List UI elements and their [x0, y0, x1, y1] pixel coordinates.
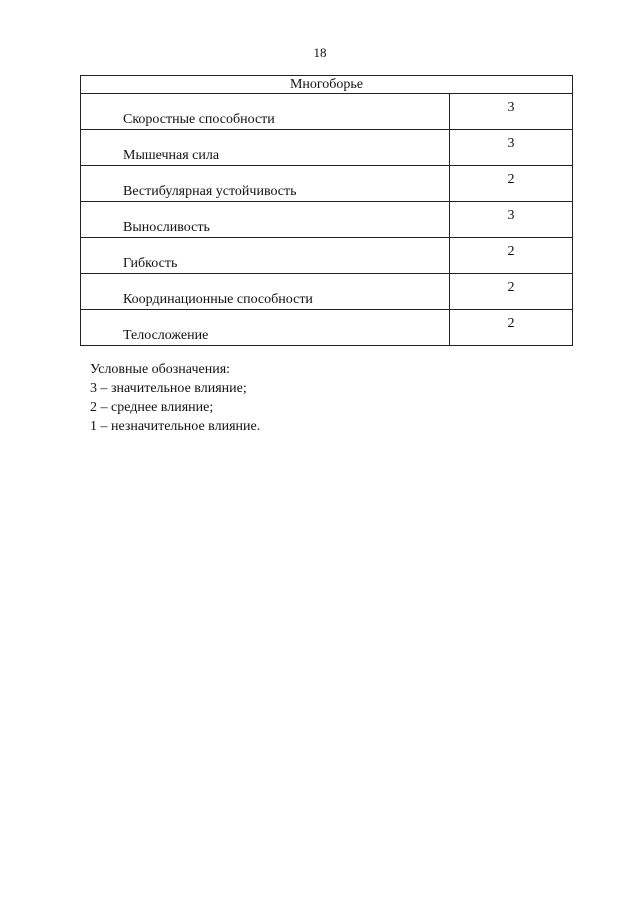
legend-item: 2 – среднее влияние; [90, 400, 214, 415]
table-row [81, 130, 573, 166]
table-row [81, 94, 573, 130]
page-number: 18 [313, 45, 327, 60]
legend-item: 1 – незначительное влияние. [90, 419, 261, 434]
legend-item: 3 – значительное влияние; [90, 381, 247, 396]
row-name: Координационные способности [81, 274, 450, 310]
ratings-table [80, 75, 573, 346]
row-score: 2 [450, 310, 573, 346]
row-name: Мышечная сила [81, 130, 450, 166]
row-score: 3 [450, 202, 573, 238]
table-row [81, 310, 573, 346]
table-row [81, 238, 573, 274]
table-row [81, 274, 573, 310]
table-row [81, 202, 573, 238]
row-name: Скоростные способности [81, 94, 450, 130]
row-name: Выносливость [81, 202, 450, 238]
legend-title: Условные обозначения: [90, 362, 231, 377]
row-score: 2 [450, 274, 573, 310]
table-header-row [81, 76, 573, 94]
row-score: 2 [450, 166, 573, 202]
row-score: 3 [450, 94, 573, 130]
legend [90, 360, 260, 436]
row-name: Вестибулярная устойчивость [81, 166, 450, 202]
row-name: Телосложение [81, 310, 450, 346]
row-score: 3 [450, 130, 573, 166]
table-header: Многоборье [81, 76, 573, 94]
row-name: Гибкость [81, 238, 450, 274]
row-score: 2 [450, 238, 573, 274]
table-row [81, 166, 573, 202]
